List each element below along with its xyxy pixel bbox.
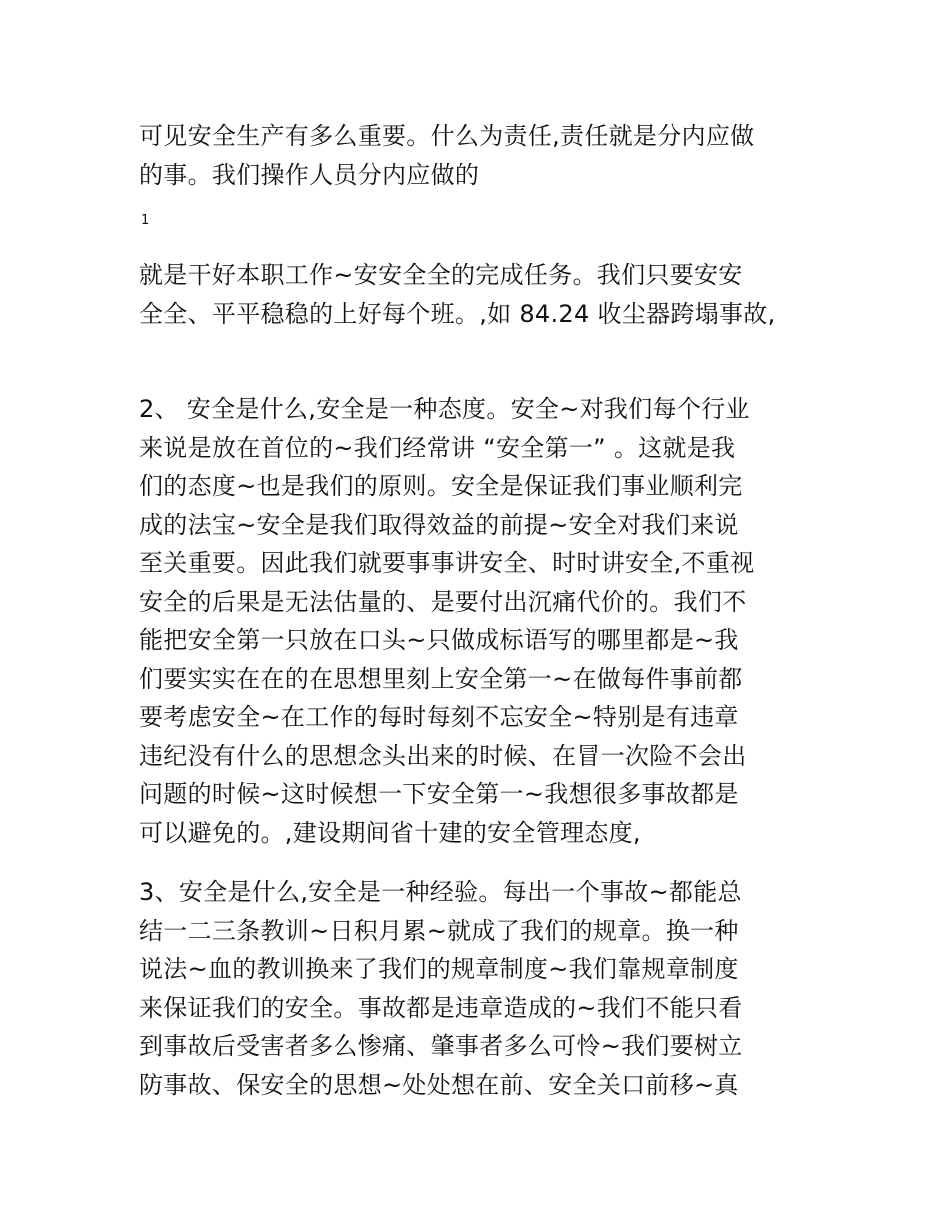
paragraph-responsibility [139, 117, 839, 194]
paragraph-safety-attitude [139, 390, 839, 852]
text-line: 的事。我们操作人员分内应做的 [139, 160, 480, 189]
text-line: 全全、平平稳稳的上好每个班。,如 84.24 收尘器跨塌事故, [139, 299, 776, 328]
text-line: 成的法宝~安全是我们取得效益的前提~安全对我们来说 [139, 510, 739, 539]
text-line: 们的态度~也是我们的原则。安全是保证我们事业顺利完 [139, 472, 743, 500]
text-line: 防事故、保安全的思想~处处想在前、安全关口前移~真 [139, 1070, 739, 1099]
text-line: 可以避免的。,建设期间省十建的安全管理态度, [139, 818, 641, 847]
text-line: 可见安全生产有多么重要。什么为责任,责任就是分内应做 [139, 122, 755, 150]
text-line: 来说是放在首位的~我们经常讲 “安全第一” 。这就是我 [139, 433, 736, 462]
text-line: 2、 安全是什么,安全是一种态度。安全~对我们每个行业 [139, 395, 750, 423]
text-line: 就是干好本职工作~安安全全的完成任务。我们只要安安 [139, 261, 743, 289]
page-number: 1 [141, 213, 150, 228]
text-line: 说法~血的教训换来了我们的规章制度~我们靠规章制度 [139, 955, 739, 983]
text-line: 结一二三条教训~日积月累~就成了我们的规章。换一种 [139, 916, 739, 945]
paragraph-safety-experience [139, 873, 839, 1104]
text-line: 来保证我们的安全。事故都是违章造成的~我们不能只看 [139, 993, 743, 1022]
text-line: 要考虑安全~在工作的每时每刻不忘安全~特别是有违章 [139, 703, 739, 731]
paragraph-duty [139, 256, 839, 333]
text-line: 安全的后果是无法估量的、是要付出沉痛代价的。我们不 [139, 587, 747, 616]
text-line: 们要实实在在的在思想里刻上安全第一~在做每件事前都 [139, 664, 743, 693]
text-line: 至关重要。因此我们就要事事讲安全、时时讲安全,不重视 [139, 549, 755, 577]
text-line: 违纪没有什么的思想念头出来的时候、在冒一次险不会出 [139, 741, 747, 770]
text-line: 能把安全第一只放在口头~只做成标语写的哪里都是~我 [139, 626, 739, 654]
text-line: 问题的时候~这时候想一下安全第一~我想很多事故都是 [139, 780, 739, 808]
text-line: 到事故后受害者多么惨痛、肇事者多么可怜~我们要树立 [139, 1032, 743, 1060]
text-line: 3、安全是什么,安全是一种经验。每出一个事故~都能总 [139, 878, 742, 906]
